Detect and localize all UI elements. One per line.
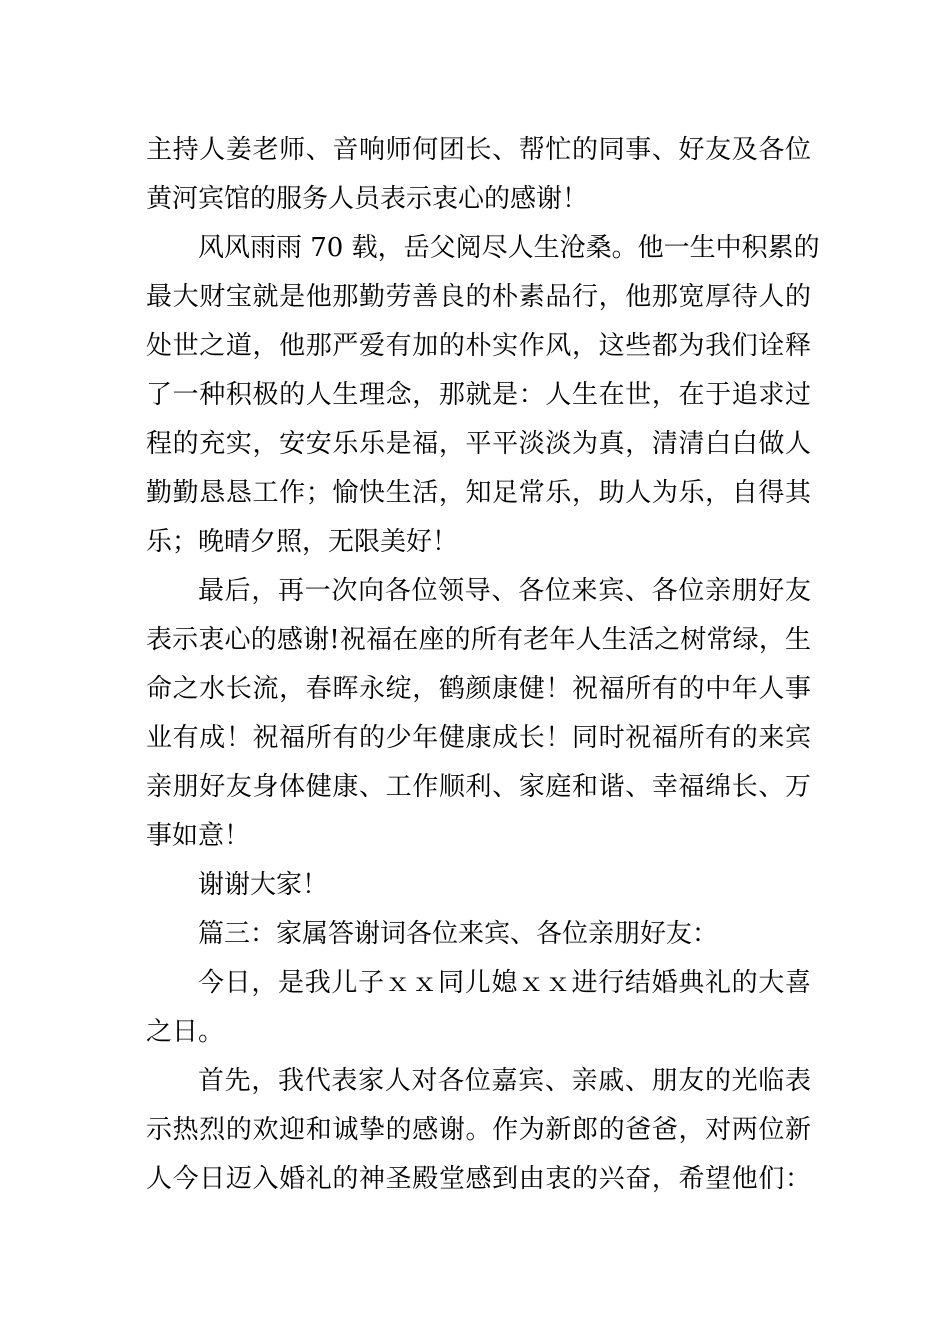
paragraph-first-line: 风风雨雨 70 载，岳父阅尽人生沧桑。他一生中积累的 — [198, 233, 820, 263]
text-line: 最大财宝就是他那勤劳善良的朴素品行，他那宽厚待人的 — [146, 282, 811, 312]
text-line: 黄河宾馆的服务人员表示衷心的感谢！ — [146, 184, 589, 214]
text-line: 示热烈的欢迎和诚挚的感谢。作为新郎的爸爸，对两位新 — [146, 1115, 811, 1145]
paragraph-first-line: 谢谢大家！ — [198, 870, 329, 900]
text-line: 乐；晚晴夕照，无限美好！ — [146, 527, 459, 557]
text-line: 事如意！ — [146, 821, 251, 851]
paragraph-first-line: 最后，再一次向各位领导、各位来宾、各位亲朋好友 — [198, 576, 811, 606]
text-line: 表示衷心的感谢!祝福在座的所有老年人生活之树常绿，生 — [146, 625, 811, 655]
text-line: 程的充实，安安乐乐是福，平平淡淡为真，清清白白做人 — [146, 429, 811, 459]
text-line: 亲朋好友身体健康、工作顺利、家庭和谐、幸福绵长、万 — [146, 772, 811, 802]
paragraph-first-line: 今日，是我儿子ｘｘ同儿媳ｘｘ进行结婚典礼的大喜 — [198, 968, 811, 998]
text-line: 业有成！祝福所有的少年健康成长！同时祝福所有的来宾 — [146, 723, 811, 753]
document-body — [146, 126, 820, 1204]
text-line: 人今日迈入婚礼的神圣殿堂感到由衷的兴奋，希望他们： — [146, 1164, 811, 1194]
section-heading: 篇三：家属答谢词各位来宾、各位亲朋好友： — [198, 919, 719, 949]
text-line: 勤勤恳恳工作；愉快生活，知足常乐，助人为乐，自得其 — [146, 478, 811, 508]
paragraph-first-line: 首先，我代表家人对各位嘉宾、亲戚、朋友的光临表 — [198, 1066, 811, 1096]
text-line: 处世之道，他那严爱有加的朴实作风，这些都为我们诠释 — [146, 331, 811, 361]
text-line: 命之水长流，春晖永绽，鹤颜康健！祝福所有的中年人事 — [146, 674, 811, 704]
text-line: 了一种积极的人生理念，那就是：人生在世，在于追求过 — [146, 380, 811, 410]
text-line: 之日。 — [146, 1017, 225, 1047]
text-line: 主持人姜老师、音响师何团长、帮忙的同事、好友及各位 — [146, 135, 811, 165]
